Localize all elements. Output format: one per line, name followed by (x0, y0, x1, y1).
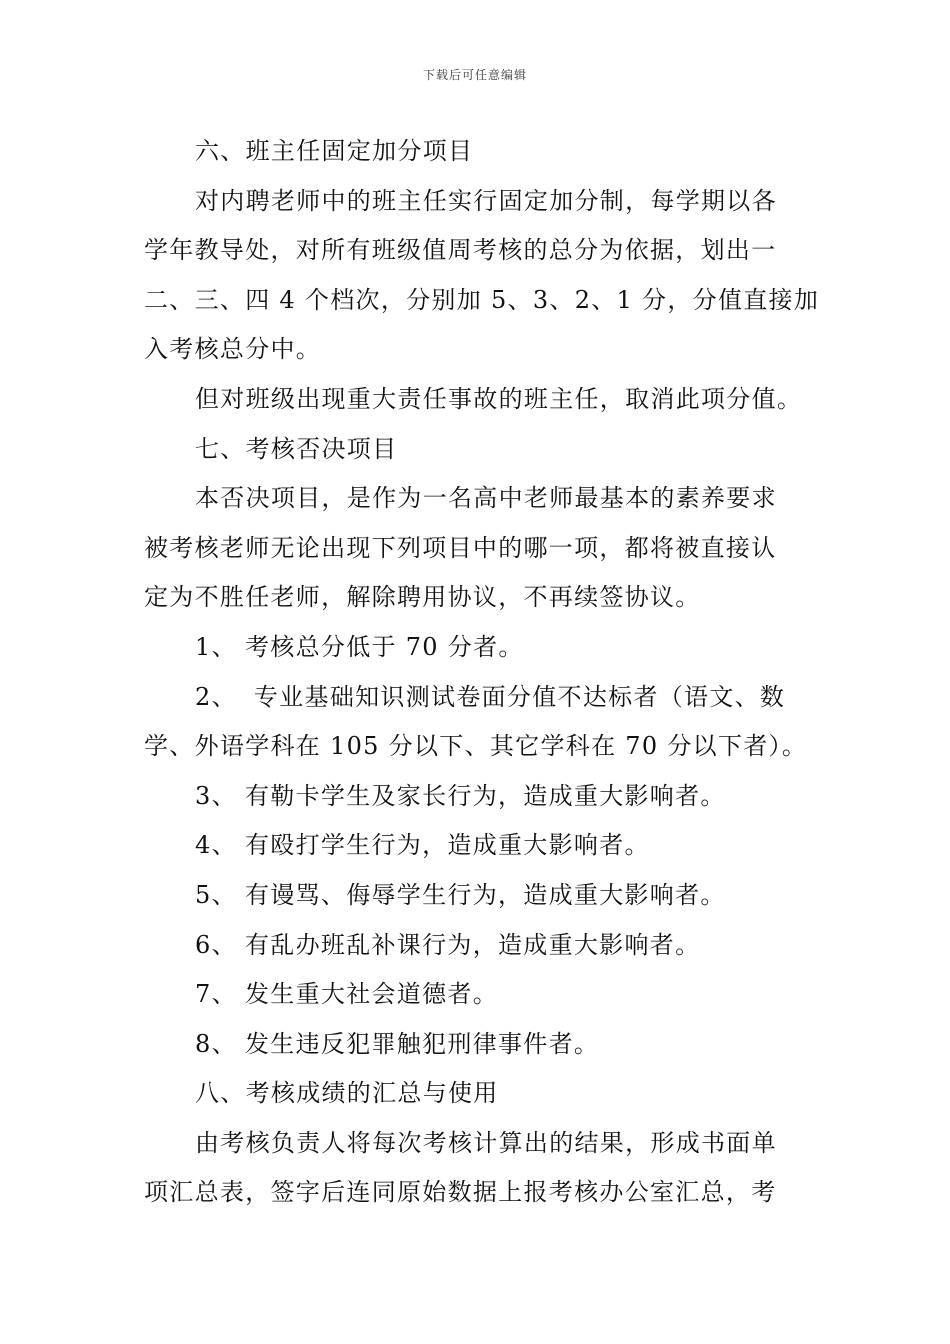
list-item (144, 1020, 808, 1070)
list-item-text: 有殴打学生行为，造成重大影响者。 (245, 831, 650, 860)
paragraph-line: 学、外语学科在 105 分以下、其它学科在 70 分以下者）。 (144, 732, 808, 761)
list-item-number: 6、 (195, 930, 237, 959)
list-item-number: 3、 (195, 781, 237, 810)
list-item-text: 有勒卡学生及家长行为，造成重大影响者。 (245, 781, 726, 810)
paragraph-line: 被考核老师无论出现下列项目中的哪一项，都将被直接认 (144, 533, 777, 562)
list-item (144, 821, 808, 871)
list-item (144, 673, 808, 723)
section-heading-6: 六、班主任固定加分项目 (195, 137, 474, 165)
list-item-text: 有谩骂、侮辱学生行为，造成重大影响者。 (245, 880, 726, 909)
document-body (144, 127, 820, 1218)
list-item-number: 4、 (195, 831, 237, 860)
paragraph-line: 学年教导处，对所有班级值周考核的总分为依据，划出一 (144, 236, 777, 265)
section-heading-8: 八、考核成绩的汇总与使用 (195, 1079, 499, 1108)
list-item-number: 1、 (195, 632, 237, 661)
paragraph-line: 对内聘老师中的班主任实行固定加分制，每学期以各 (195, 186, 777, 215)
list-item-number: 7、 (195, 980, 237, 1009)
paragraph-line: 定为不胜任老师，解除聘用协议，不再续签协议。 (144, 583, 701, 612)
list-item (144, 623, 808, 673)
list-item-text: 专业基础知识测试卷面分值不达标者（语文、数 (245, 682, 786, 711)
paragraph-line: 入考核总分中。 (144, 335, 322, 364)
paragraph-line: 由考核负责人将每次考核计算出的结果，形成书面单 (195, 1128, 777, 1157)
list-item-number: 8、 (195, 1029, 237, 1058)
list-item-number: 5、 (195, 880, 237, 909)
list-item-text: 发生违反犯罪触犯刑律事件者。 (245, 1029, 600, 1058)
list-item-text: 发生重大社会道德者。 (245, 980, 498, 1009)
list-item (144, 921, 808, 971)
section-heading-7: 七、考核否决项目 (195, 434, 398, 463)
paragraph-line: 项汇总表，签字后连同原始数据上报考核办公室汇总，考 (144, 1178, 777, 1207)
list-item-number: 2、 (195, 682, 237, 711)
paragraph-line: 本否决项目，是作为一名高中老师最基本的素养要求 (195, 484, 777, 513)
paragraph-line: 但对班级出现重大责任事故的班主任，取消此项分值。 (195, 384, 803, 413)
paragraph-line: 二、三、四 4 个档次，分别加 5、3、2、1 分，分值直接加 (144, 285, 820, 314)
header-note: 下载后可任意编辑 (422, 68, 527, 82)
list-item-text: 考核总分低于 70 分者。 (245, 632, 524, 661)
list-item (144, 871, 808, 921)
list-item-text: 有乱办班乱补课行为，造成重大影响者。 (245, 930, 701, 959)
list-item (144, 772, 808, 822)
list-item (144, 970, 808, 1020)
